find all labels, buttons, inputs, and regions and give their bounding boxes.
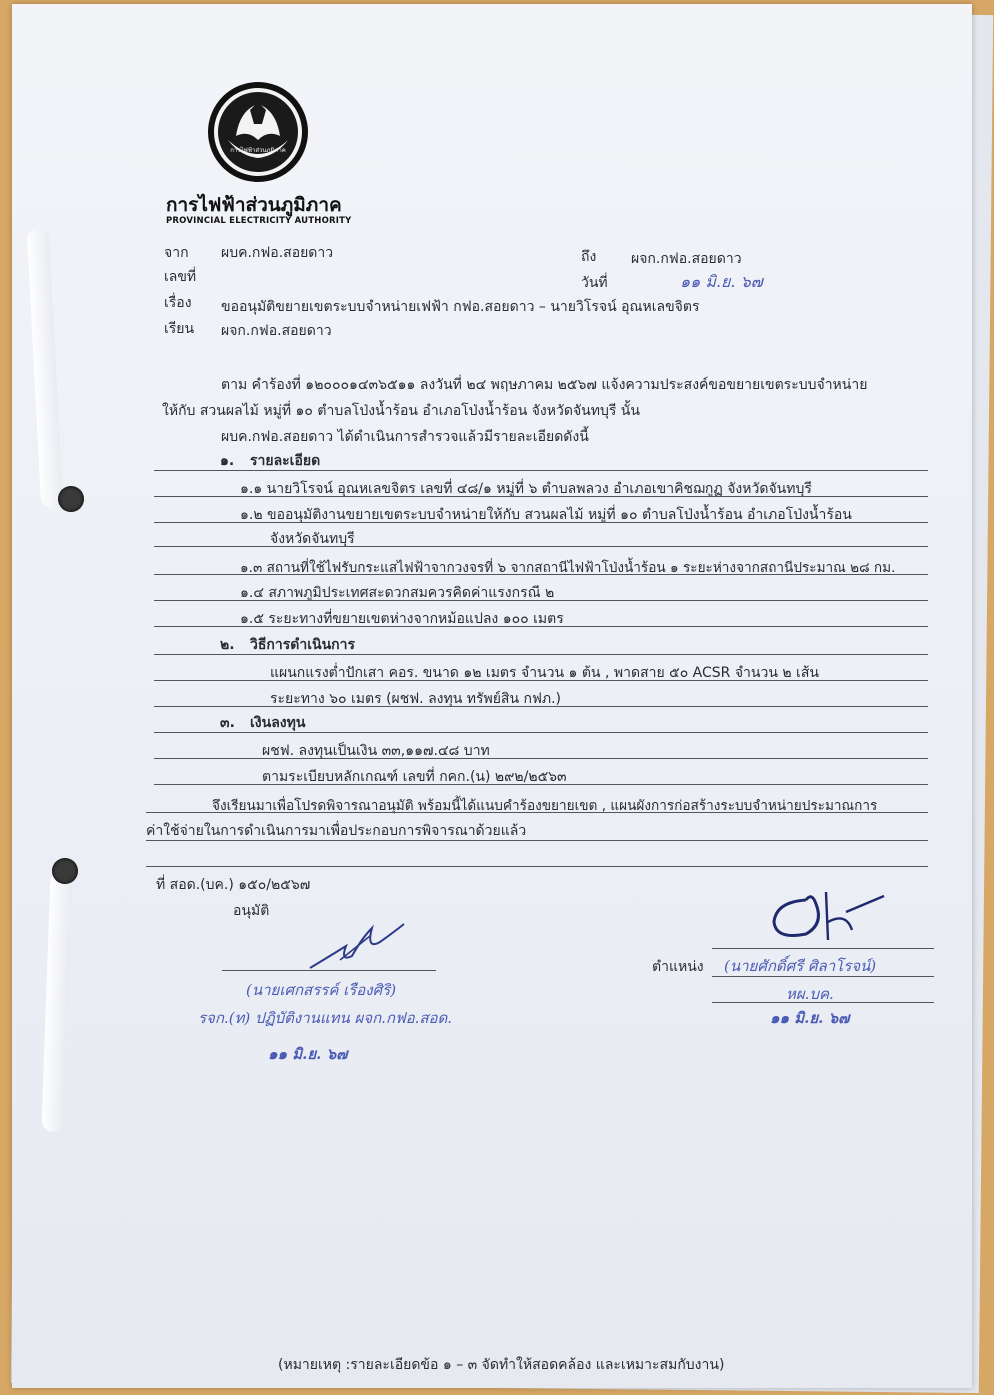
signer-signature <box>766 882 896 952</box>
rule-line <box>146 866 928 867</box>
rule-line <box>154 522 928 523</box>
rule-line <box>154 574 928 575</box>
attention-label: เรียน <box>164 321 195 337</box>
closing-line-1: จึงเรียนมาเพื่อโปรดพิจารณาอนุมัติ พร้อมนี้ได้แนบคำร้องขยายเขต , แผนผังการก่อสร้างระบบจำหน่ายประมาณการ <box>212 798 878 814</box>
intro-line-2: ให้กับ สวนผลไม้ หมู่ที่ ๑๐ ตำบลโป่งน้ำร้อน อำเภอโป่งน้ำร้อน จังหวัดจันทบุรี นั้น <box>162 403 640 419</box>
to-label: ถึง <box>581 249 597 265</box>
item-1-5: ๑.๕ ระยะทางที่ขยายเขตห่างจากหม้อแปลง ๑๐๐ เมตร <box>240 611 564 627</box>
approval-reference: ที่ สอด.(บค.) ๑๕๐/๒๕๖๗ <box>156 877 311 893</box>
footer-note: (หมายเหตุ :รายละเอียดข้อ ๑ – ๓ จัดทำให้สอดคล้อง และเหมาะสมกับงาน) <box>278 1357 725 1373</box>
rule-line <box>154 496 928 497</box>
intro-line-1: ตาม คำร้องที่ ๑๒๐๐๐๑๔๓๖๕๑๑ ลงวันที่ ๒๔ พฤษภาคม ๒๕๖๗ แจ้งความประสงค์ขอขยายเขตระบบจำหน่าย <box>221 377 868 393</box>
section-1-title: รายละเอียด <box>250 453 321 469</box>
section-3-title: เงินลงทุน <box>250 715 306 731</box>
approver-name: (นายเศกสรรค์ เรืองศิริ) <box>246 981 397 999</box>
org-name-english: PROVINCIAL ELECTRICITY AUTHORITY <box>166 216 352 226</box>
approver-signature <box>300 916 410 976</box>
from-label: จาก <box>164 245 189 261</box>
item-1-2-line-1: ๑.๒ ขออนุมัติงานขยายเขตระบบจำหน่ายให้กับ สวนผลไม้ หมู่ที่ ๑๐ ตำบลโป่งน้ำร้อน อำเภอโป่งน้ำร้อน <box>240 507 852 523</box>
signature-line <box>712 1002 934 1003</box>
punch-hole-top <box>58 486 84 512</box>
rule-line <box>154 626 928 627</box>
item-1-2-line-2: จังหวัดจันทบุรี <box>270 531 355 547</box>
position-label: ตำแหน่ง <box>652 959 704 975</box>
section-2-line-2: ระยะทาง ๖๐ เมตร (ผชฟ. ลงทุน ทรัพย์สิน กฟภ.) <box>270 691 562 707</box>
signer-date: ๑๑ มิ.ย. ๖๗ <box>770 1009 850 1027</box>
signature-line <box>222 970 436 971</box>
item-1-1: ๑.๑ นายวิโรจน์ อุณหเลขจิตร เลขที่ ๔๘/๑ หมู่ที่ ๖ ตำบลพลวง อำเภอเขาคิชฌกูฏ จังหวัดจันทบุรี <box>240 481 812 497</box>
punch-hole-bottom <box>52 858 78 884</box>
pea-seal-logo <box>206 80 310 184</box>
rule-line <box>146 812 928 813</box>
section-3-line-2: ตามระเบียบหลักเกณฑ์ เลขที่ กคก.(น) ๒๙๒/๒๕๖๓ <box>262 769 567 785</box>
item-1-3: ๑.๓ สถานที่ใช้ไฟรับกระแสไฟฟ้าจากวงจรที่ ๖ จากสถานีไฟฟ้าโป่งน้ำร้อน ๑ ระยะห่างจากสถานีประมาณ ๒๘ กม. <box>240 560 896 576</box>
signer-name: (นายศักดิ์ศรี ศิลาโรจน์) <box>724 957 877 975</box>
number-label: เลขที่ <box>164 269 197 285</box>
subject-value: ขออนุมัติขยายเขตระบบจำหน่ายเฟฟ้า กฟอ.สอยดาว – นายวิโรจน์ อุณหเลขจิตร <box>221 299 700 315</box>
rule-line <box>146 840 928 841</box>
approver-date: ๑๑ มิ.ย. ๖๗ <box>268 1045 348 1063</box>
seal-text: การไฟฟ้าส่วนภูมิภาค <box>230 147 286 154</box>
rule-line <box>154 706 928 707</box>
section-2-title: วิธีการดำเนินการ <box>250 637 355 653</box>
intro-line-3: ผบค.กฟอ.สอยดาว ได้ดำเนินการสำรวจแล้วมีรายละเอียดดังนี้ <box>221 429 589 445</box>
section-3-number: ๓. <box>220 715 235 731</box>
signature-line <box>712 948 934 949</box>
attention-value: ผจก.กฟอ.สอยดาว <box>221 323 332 339</box>
date-label: วันที่ <box>581 275 608 291</box>
item-1-4: ๑.๔ สภาพภูมิประเทศสะดวกสมควรคิดค่าแรงกรณี ๒ <box>240 585 555 601</box>
from-value: ผบค.กฟอ.สอยดาว <box>221 245 334 261</box>
rule-line <box>154 680 928 681</box>
rule-line <box>154 784 928 785</box>
org-name-thai: การไฟฟ้าส่วนภูมิภาค <box>166 194 342 216</box>
rule-line <box>154 546 928 547</box>
rule-line <box>154 600 928 601</box>
signer-title: หผ.บค. <box>786 985 834 1003</box>
closing-line-2: ค่าใช้จ่ายในการดำเนินการมาเพื่อประกอบการพิจารณาด้วยแล้ว <box>146 823 527 839</box>
section-3-line-1: ผชฟ. ลงทุนเป็นเงิน ๓๓,๑๑๗.๔๘ บาท <box>262 743 490 759</box>
to-value: ผจก.กฟอ.สอยดาว <box>631 251 742 267</box>
approver-title: รจก.(ท) ปฏิบัติงานแทน ผจก.กฟอ.สอด. <box>198 1009 453 1027</box>
rule-line <box>154 654 928 655</box>
approve-label: อนุมัติ <box>233 903 270 919</box>
section-2-line-1: แผนกแรงต่ำปักเสา คอร. ขนาด ๑๒ เมตร จำนวน ๑ ต้น , พาดสาย ๕๐ ACSR จำนวน ๒ เส้น <box>270 665 819 681</box>
signature-line <box>712 976 934 977</box>
rule-line <box>154 732 928 733</box>
section-2-number: ๒. <box>220 637 235 653</box>
rule-line <box>154 758 928 759</box>
rule-line <box>154 470 928 471</box>
subject-label: เรื่อง <box>164 295 192 311</box>
section-1-number: ๑. <box>220 453 235 469</box>
date-value: ๑๑ มิ.ย. ๖๗ <box>680 272 763 291</box>
